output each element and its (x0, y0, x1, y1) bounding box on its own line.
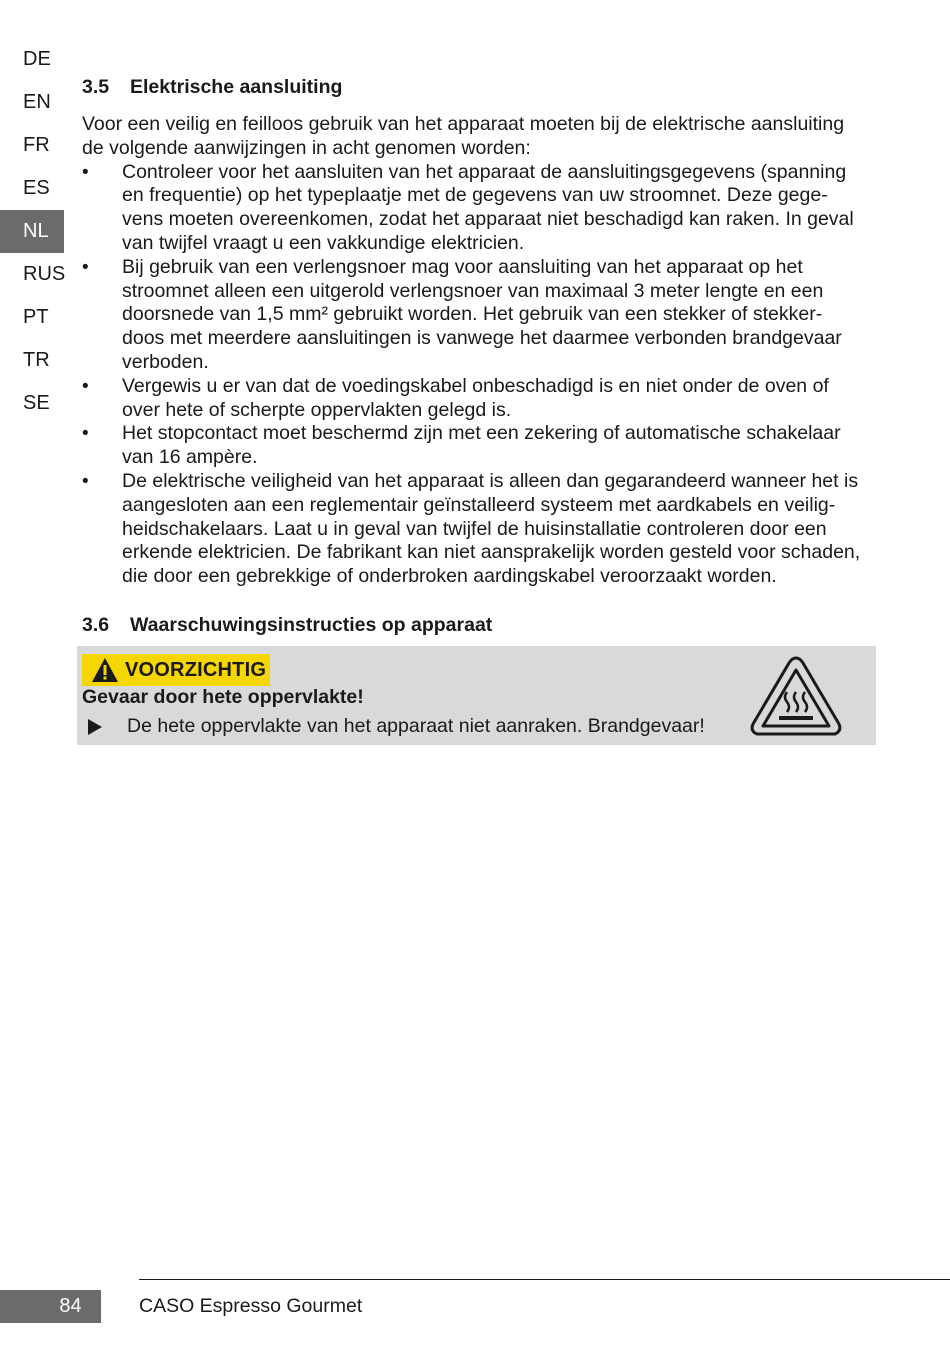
intro-line: Voor een veilig en feilloos gebruik van het apparaat moeten bij de elektrische aansluiting (82, 113, 845, 135)
warning-triangle-icon (91, 657, 119, 683)
section-title: Elektrische aansluiting (130, 76, 343, 98)
arrow-right-icon (87, 718, 103, 736)
bullet-line: en frequentie) op het typeplaatje met de gegevens van uw stroomnet. Deze gege- (122, 184, 828, 207)
bullet-line: aangesloten aan een reglementair geïnstalleerd systeem met aardkabels en veilig- (122, 493, 836, 516)
bullet-line: stroomnet alleen een uitgerold verlengsnoer van maximaal 3 meter lengte en een (122, 279, 824, 302)
caution-label: VOORZICHTIG (125, 658, 267, 681)
section-warning-instructions (82, 614, 877, 637)
bullet-dot: • (82, 256, 89, 278)
language-nav (0, 38, 64, 425)
bullet-line: erkende elektricien. De fabrikant kan niet aansprakelijk worden gesteld voor schaden, (122, 541, 861, 564)
lang-tab-rus[interactable]: RUS (23, 263, 66, 285)
section-number: 3.6 (82, 614, 110, 636)
warning-item (82, 715, 705, 738)
intro-line: de volgende aanwijzingen in acht genomen worden: (82, 136, 531, 159)
footer-title: CASO Espresso Gourmet (139, 1295, 363, 1317)
section-body (82, 113, 877, 589)
bullet-line: De elektrische veiligheid van het apparaat is alleen dan gegarandeerd wanneer het is (122, 469, 859, 492)
bullet-item (82, 470, 877, 589)
bullet-dot: • (82, 161, 89, 183)
lang-tab-de[interactable]: DE (23, 48, 51, 70)
bullet-line: over hete of scherpte oppervlakten gelegd is. (122, 398, 512, 421)
bullet-item (82, 422, 877, 470)
lang-tab-se[interactable]: SE (23, 392, 50, 414)
lang-tab-tr[interactable]: TR (23, 349, 50, 371)
bullet-line: doos met meerdere aansluitingen is vanwege het daarmee verbonden brandgevaar (122, 327, 842, 350)
lang-tab-en[interactable]: EN (23, 91, 51, 113)
bullet-dot: • (82, 423, 89, 445)
bullet-item (82, 256, 877, 375)
section-electrical-connection (82, 76, 877, 99)
bullet-list (82, 161, 877, 589)
lang-tab-pt[interactable]: PT (23, 306, 49, 328)
warning-item-text: De hete oppervlakte van het apparaat niet aanraken. Brandgevaar! (127, 715, 705, 737)
bullet-line: verboden. (122, 350, 209, 373)
lang-tab-fr[interactable]: FR (23, 134, 50, 156)
bullet-line: Bij gebruik van een verlengsnoer mag voor aansluiting van het apparaat op het (122, 255, 803, 278)
section-title: Waarschuwingsinstructies op apparaat (130, 614, 493, 636)
section-heading (82, 76, 877, 99)
bullet-item (82, 161, 877, 256)
hot-surface-icon (749, 654, 843, 738)
bullet-dot: • (82, 375, 89, 397)
bullet-line: Het stopcontact moet beschermd zijn met een zekering of automatische schakelaar (122, 422, 841, 445)
bullet-line: die door een gebrekkige of onderbroken aardingskabel veroorzaakt worden. (122, 565, 777, 588)
bullet-line: Controleer voor het aansluiten van het apparaat de aansluitingsgegevens (spanning (122, 160, 847, 183)
bullet-line: vens moeten overeenkomen, zodat het apparaat niet beschadigd kan raken. In geval (122, 208, 854, 231)
bullet-item (82, 375, 877, 423)
intro-paragraph (82, 113, 877, 161)
footer-divider (139, 1279, 950, 1280)
lang-tab-es[interactable]: ES (23, 177, 50, 199)
bullet-line: van 16 ampère. (122, 446, 258, 469)
caution-tag (82, 654, 270, 686)
section-number: 3.5 (82, 76, 110, 98)
bullet-line: Vergewis u er van dat de voedingskabel onbeschadigd is en niet onder de oven of (122, 374, 829, 397)
bullet-dot: • (82, 470, 89, 492)
caution-box (77, 646, 876, 745)
bullet-line: van twijfel vraagt u een vakkundige elektricien. (122, 231, 525, 254)
lang-tab-nl[interactable]: NL (0, 210, 64, 253)
warning-title: Gevaar door hete oppervlakte! (82, 686, 364, 708)
section-heading (82, 614, 877, 637)
bullet-line: doorsnede van 1,5 mm² gebruikt worden. Het gebruik van een stekker of stekker- (122, 303, 823, 326)
bullet-line: heidschakelaars. Laat u in geval van twijfel de huisinstallatie controleren door een (122, 517, 827, 540)
page-number: 84 (0, 1290, 101, 1323)
